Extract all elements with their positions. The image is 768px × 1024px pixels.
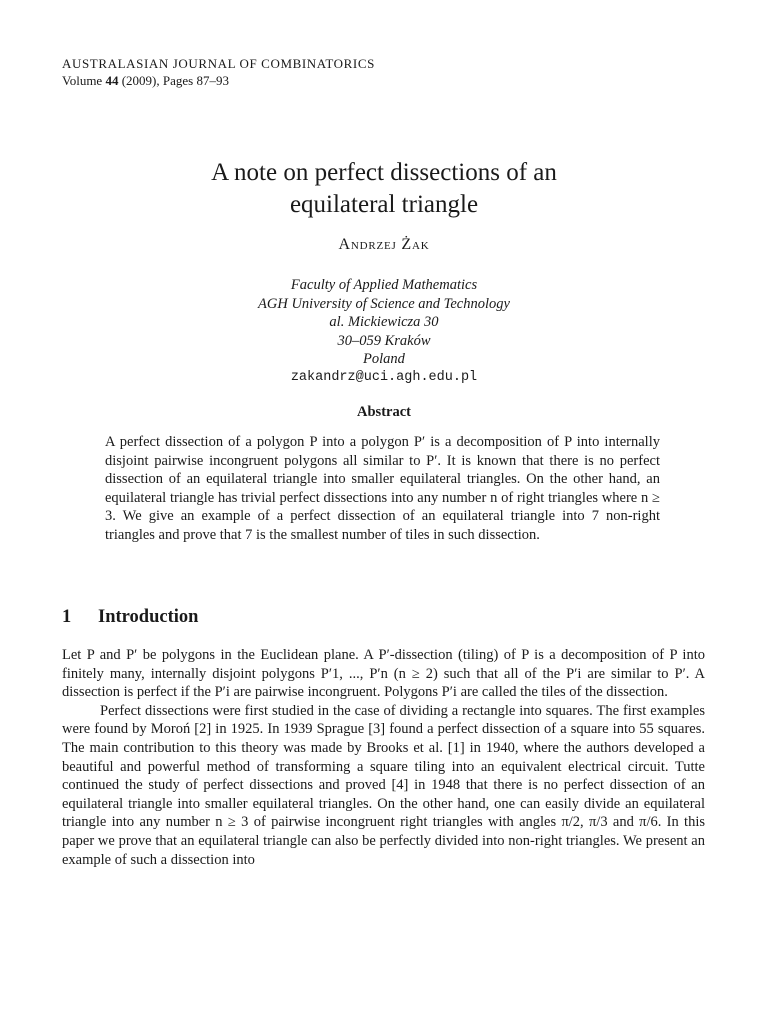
affiliation [0,276,768,387]
journal-volume-line [62,72,375,89]
volume-prefix: Volume [62,73,103,88]
paragraph-1: Let P and P′ be polygons in the Euclidean plane. A P′-dissection (tiling) of P is a decomposition of P into finitely many, internally disjoint polygons P′1, ..., P′n (n ≥ 2) such that all of the P′i are similar to P′. A dissection is perfect if the P′i are pairwise incongruent. Polygons P′i are called the tiles of the dissection. [62,647,705,701]
body-text [62,646,705,869]
affiliation-line-2: AGH University of Science and Technology [258,295,510,312]
section-heading [62,607,198,628]
affiliation-line-5: Poland [363,351,405,367]
title-line-1: A note on perfect dissections of an [211,159,557,186]
author-name: Andrzej Żak [338,236,430,253]
author-email[interactable]: zakandrz@uci.agh.edu.pl [290,369,478,385]
affiliation-line-1: Faculty of Applied Mathematics [290,277,478,293]
abstract-heading: Abstract [357,404,411,420]
affiliation-line-3: al. Mickiewicza 30 [329,314,439,330]
journal-name: AUSTRALASIAN JOURNAL OF COMBINATORICS [62,56,375,71]
paragraph-2: Perfect dissections were first studied in the case of dividing a rectangle into squares. The first examples were found by Moroń [2] in 1925. In 1939 Sprague [3] found a perfect dissection of a square into 55 squares. The main contribution to this theory was made by Brooks et al. [1] in 1940, where the authors developed a beautiful and powerful method of transforming a square tiling into an equivalent electrical circuit. Tutte continued the study of perfect dissections and proved [4] in 1948 that there is no perfect dissection of an equilateral triangle into smaller equilateral triangles. On the other hand, one can easily divide an equilateral triangle into any number n ≥ 3 of pairwise incongruent right triangles with angles π/2, π/3 and π/6. In this paper we prove that an equilateral triangle can also be perfectly divided into non-right triangles. We present an example of such a dissection into [62,702,705,868]
paper-title [0,157,768,221]
affiliation-line-4: 30–059 Kraków [337,332,431,349]
abstract-text: A perfect dissection of a polygon P into a polygon P′ is a decomposition of P into internally disjoint pairwise incongruent polygons all similar to P′. It is known that there is no perfect dissection of an equilateral triangle into smaller equilateral triangles. On the other hand, an equilateral triangle has trivial perfect dissections into any number n of right triangles where n ≥ 3. We give an example of a perfect dissection of an equilateral triangle into 7 non-right triangles and prove that 7 is the smallest number of tiles in such dissection. [105,434,660,543]
journal-header [62,55,375,89]
title-line-2: equilateral triangle [289,191,479,218]
volume-pages: (2009), Pages 87–93 [121,73,229,88]
section-number: 1 [62,607,72,627]
section-title: Introduction [98,607,199,627]
volume-number: 44 [105,73,119,88]
abstract-body [105,433,660,545]
